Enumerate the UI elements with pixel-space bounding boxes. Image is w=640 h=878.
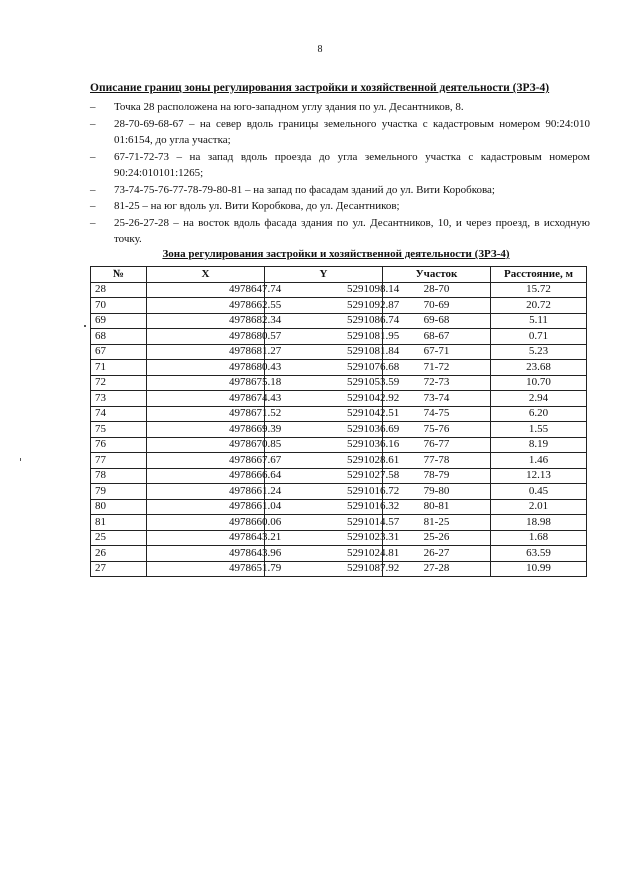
cell-point-number: 72 — [91, 375, 147, 391]
table-row — [91, 437, 587, 453]
cell-y: 5291053.59 — [265, 375, 383, 391]
cell-point-number: 71 — [91, 360, 147, 376]
cell-distance: 12.13 — [491, 468, 587, 484]
cell-x: 4978661.04 — [147, 499, 265, 515]
table-row — [91, 546, 587, 562]
cell-segment: 26-27 — [383, 546, 491, 562]
cell-distance: 20.72 — [491, 298, 587, 314]
cell-x: 4978643.21 — [147, 530, 265, 546]
page-number: 8 — [317, 44, 323, 55]
table-row — [91, 468, 587, 484]
cell-y: 5291036.16 — [265, 437, 383, 453]
cell-y: 5291016.72 — [265, 484, 383, 500]
cell-segment: 77-78 — [383, 453, 491, 469]
cell-y: 5291014.57 — [265, 515, 383, 531]
table-row — [91, 391, 587, 407]
table-header-row — [91, 267, 587, 283]
cell-distance: 23.68 — [491, 360, 587, 376]
cell-segment: 68-67 — [383, 329, 491, 345]
cell-distance: 10.99 — [491, 561, 587, 577]
cell-y: 5291087.92 — [265, 561, 383, 577]
cell-point-number: 80 — [91, 499, 147, 515]
table-row — [91, 422, 587, 438]
cell-y: 5291023.31 — [265, 530, 383, 546]
cell-segment: 67-71 — [383, 344, 491, 360]
cell-point-number: 28 — [91, 282, 147, 298]
table-row — [91, 298, 587, 314]
cell-point-number: 79 — [91, 484, 147, 500]
cell-point-number: 75 — [91, 422, 147, 438]
table-row — [91, 530, 587, 546]
cell-point-number: 25 — [91, 530, 147, 546]
cell-point-number: 78 — [91, 468, 147, 484]
cell-distance: 1.46 — [491, 453, 587, 469]
cell-segment: 73-74 — [383, 391, 491, 407]
list-dash: – — [90, 183, 96, 196]
list-dash: – — [90, 117, 96, 130]
table-row — [91, 282, 587, 298]
table-row — [91, 561, 587, 577]
table-row — [91, 515, 587, 531]
cell-segment: 75-76 — [383, 422, 491, 438]
cell-x: 4978661.24 — [147, 484, 265, 500]
cell-x: 4978669.39 — [147, 422, 265, 438]
cell-y: 5291036.69 — [265, 422, 383, 438]
list-dash: – — [90, 101, 96, 113]
coordinates-table — [90, 266, 587, 577]
cell-point-number: 70 — [91, 298, 147, 314]
header-segment: Участок — [383, 267, 491, 283]
table-row — [91, 484, 587, 500]
cell-point-number: 69 — [91, 313, 147, 329]
cell-distance: 8.19 — [491, 437, 587, 453]
cell-segment: 80-81 — [383, 499, 491, 515]
cell-y: 5291042.51 — [265, 406, 383, 422]
cell-distance: 2.01 — [491, 499, 587, 515]
cell-x: 4978660.06 — [147, 515, 265, 531]
cell-point-number: 74 — [91, 406, 147, 422]
list-item — [90, 215, 590, 248]
cell-distance: 63.59 — [491, 546, 587, 562]
cell-y: 5291098.14 — [265, 282, 383, 298]
cell-segment: 69-68 — [383, 313, 491, 329]
cell-distance: 10.70 — [491, 375, 587, 391]
cell-x: 4978643.96 — [147, 546, 265, 562]
cell-segment: 74-75 — [383, 406, 491, 422]
cell-segment: 25-26 — [383, 530, 491, 546]
table-row — [91, 453, 587, 469]
cell-point-number: 26 — [91, 546, 147, 562]
cell-y: 5291086.74 — [265, 313, 383, 329]
table-row — [91, 360, 587, 376]
table-title: Зона регулирования застройки и хозяйственной деятельности (ЗРЗ-4) — [162, 248, 510, 260]
cell-x: 4978680.43 — [147, 360, 265, 376]
cell-segment: 27-28 — [383, 561, 491, 577]
boundary-description-list — [90, 99, 590, 248]
section-heading: Описание границ зоны регулирования застройки и хозяйственной деятельности (ЗРЗ-4) — [90, 82, 550, 94]
cell-segment: 79-80 — [383, 484, 491, 500]
cell-y: 5291081.84 — [265, 344, 383, 360]
cell-y: 5291028.61 — [265, 453, 383, 469]
table-row — [91, 313, 587, 329]
list-item-text: Точка 28 расположена на юго-западном углу здания по ул. Десантников, 8. — [114, 101, 464, 113]
cell-y: 5291076.68 — [265, 360, 383, 376]
cell-point-number: 67 — [91, 344, 147, 360]
cell-segment: 78-79 — [383, 468, 491, 484]
cell-y: 5291081.95 — [265, 329, 383, 345]
cell-distance: 1.68 — [491, 530, 587, 546]
cell-x: 4978670.85 — [147, 437, 265, 453]
cell-segment: 72-73 — [383, 375, 491, 391]
cell-x: 4978662.55 — [147, 298, 265, 314]
cell-x: 4978651.79 — [147, 561, 265, 577]
table-row — [91, 344, 587, 360]
list-item — [90, 198, 590, 215]
list-dash: – — [90, 216, 96, 229]
header-distance: Расстояние, м — [491, 267, 587, 283]
cell-x: 4978671.52 — [147, 406, 265, 422]
table-row — [91, 406, 587, 422]
cell-x: 4978667.67 — [147, 453, 265, 469]
cell-x: 4978647.74 — [147, 282, 265, 298]
cell-segment: 70-69 — [383, 298, 491, 314]
cell-distance: 5.23 — [491, 344, 587, 360]
list-dash: – — [90, 200, 96, 212]
cell-distance: 1.55 — [491, 422, 587, 438]
cell-distance: 0.71 — [491, 329, 587, 345]
list-item-text: 73-74-75-76-77-78-79-80-81 – на запад по фасадам зданий до ул. Вити Коробкова; — [114, 183, 495, 196]
list-item-text: 28-70-69-68-67 – на север вдоль границы земельного участка с кадастровым номером 90:24:010 01:6154, до угла участка; — [114, 117, 590, 146]
cell-point-number: 77 — [91, 453, 147, 469]
cell-x: 4978680.57 — [147, 329, 265, 345]
cell-y: 5291092.87 — [265, 298, 383, 314]
list-item-text: 25-26-27-28 – на восток вдоль фасада здания по ул. Десантников, 10, и через проезд, в исходную точку. — [114, 216, 590, 245]
table-row — [91, 329, 587, 345]
header-number: № — [91, 267, 147, 283]
cell-x: 4978666.64 — [147, 468, 265, 484]
list-item — [90, 116, 590, 149]
table-row — [91, 375, 587, 391]
list-item — [90, 182, 590, 199]
table-row — [91, 499, 587, 515]
list-dash: – — [90, 150, 96, 163]
cell-distance: 15.72 — [491, 282, 587, 298]
cell-point-number: 27 — [91, 561, 147, 577]
cell-y: 5291042.92 — [265, 391, 383, 407]
header-y: Y — [265, 267, 383, 283]
cell-point-number: 76 — [91, 437, 147, 453]
cell-x: 4978682.34 — [147, 313, 265, 329]
cell-segment: 76-77 — [383, 437, 491, 453]
list-item-text: 67-71-72-73 – на запад вдоль проезда до угла земельного участка с кадастровым номером 90:24:010101:1265; — [114, 150, 590, 179]
cell-distance: 6.20 — [491, 406, 587, 422]
cell-point-number: 81 — [91, 515, 147, 531]
scan-speck — [84, 325, 86, 327]
cell-y: 5291027.58 — [265, 468, 383, 484]
cell-x: 4978674.43 — [147, 391, 265, 407]
cell-segment: 81-25 — [383, 515, 491, 531]
cell-point-number: 68 — [91, 329, 147, 345]
list-item — [90, 99, 590, 116]
cell-y: 5291024.81 — [265, 546, 383, 562]
cell-distance: 18.98 — [491, 515, 587, 531]
cell-segment: 71-72 — [383, 360, 491, 376]
list-item — [90, 149, 590, 182]
cell-distance: 5.11 — [491, 313, 587, 329]
header-x: X — [147, 267, 265, 283]
cell-distance: 0.45 — [491, 484, 587, 500]
list-item-text: 81-25 – на юг вдоль ул. Вити Коробкова, до ул. Десантников; — [114, 200, 400, 212]
cell-x: 4978681.27 — [147, 344, 265, 360]
cell-point-number: 73 — [91, 391, 147, 407]
cell-segment: 28-70 — [383, 282, 491, 298]
cell-x: 4978675.18 — [147, 375, 265, 391]
scan-speck — [20, 458, 21, 461]
cell-distance: 2.94 — [491, 391, 587, 407]
cell-y: 5291016.32 — [265, 499, 383, 515]
